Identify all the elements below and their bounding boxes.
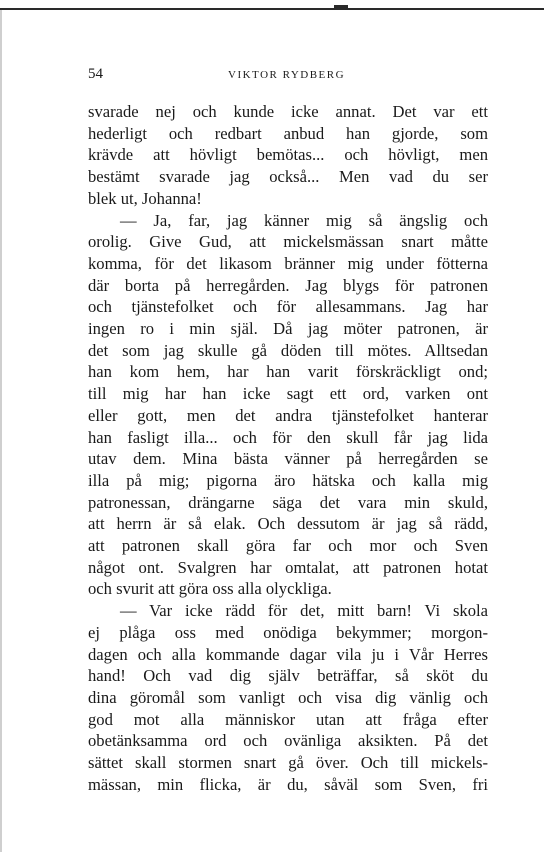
text-line: hederligt och redbart anbud han gjorde, som <box>88 123 488 143</box>
text-line: det som jag skulle gå döden till mötes. Alltsedan <box>88 340 488 360</box>
text-line: sättet skall stormen snart gå över. Och till mickels- <box>88 753 488 773</box>
text-line: dina göromål som vanligt och visa dig vänlig och <box>88 687 488 707</box>
text-line: till mig har han icke sagt ett ord, varken ont <box>88 384 488 404</box>
text-line: svarade nej och kunde icke annat. Det var ett <box>88 102 488 121</box>
text-line: krävde att hövligt bemötas... och hövligt, men <box>88 145 488 165</box>
text-line: dagen och alla kommande dagar vila ju i Vår Herres <box>88 644 488 664</box>
top-edge-mark <box>334 5 348 8</box>
text-line: och svurit att göra oss alla olyckliga. <box>88 579 332 599</box>
text-line: mässan, min flicka, är du, såväl som Sven, fri <box>88 774 488 794</box>
text-line: god mot alla människor utan att fråga efter <box>88 709 488 729</box>
text-line: han kom hem, har han varit förskräckligt ond; <box>88 362 488 382</box>
text-line: ingen ro i min själ. Då jag möter patronen, är <box>88 319 488 339</box>
text-line: något ont. Svalgren har omtalat, att patronen hotat <box>88 557 488 577</box>
text-line: där borta på herregården. Jag blygs för patronen <box>88 275 488 295</box>
running-head: VIKTOR RYDBERG <box>228 69 346 81</box>
text-line: illa på mig; pigorna äro hätska och kalla mig <box>88 470 488 490</box>
text-line: — Var icke rädd för det, mitt barn! Vi skola <box>120 601 488 621</box>
text-line: och tjänstefolket och för allesammans. Jag har <box>88 297 488 317</box>
page-left-edge <box>0 10 2 852</box>
body-text <box>88 101 488 796</box>
text-line: — Ja, far, jag känner mig så ängslig och <box>120 210 488 230</box>
text-line: att herrn är så elak. Och dessutom är jag så rädd, <box>88 514 488 534</box>
text-line: blek ut, Johanna! <box>88 188 202 208</box>
text-line: obetänksamma ord och ovänliga aksikten. På det <box>88 731 488 751</box>
page-number: 54 <box>88 66 103 82</box>
text-line: ej plåga oss med onödiga bekymmer; morgon- <box>88 622 488 642</box>
text-line: patronessan, drängarne säga det vara min skuld, <box>88 492 488 512</box>
page-header <box>88 66 488 86</box>
text-line: orolig. Give Gud, att mickelsmässan snart måtte <box>88 232 488 252</box>
text-line: att patronen skall göra far och mor och Sven <box>88 536 488 556</box>
text-line: hand! Och vad dig själv beträffar, så sköt du <box>88 666 488 686</box>
text-line: utav dem. Mina bästa vänner på herregården se <box>88 449 488 469</box>
text-line: han fasligt illa... och för den skull får jag lida <box>88 427 488 447</box>
text-line: bestämt svarade jag också... Men vad du ser <box>88 167 488 187</box>
top-edge-rule <box>0 8 544 10</box>
text-line: komma, för det likasom bränner mig under fötterna <box>88 253 488 273</box>
text-line: eller gott, men det andra tjänstefolket hanterar <box>88 405 488 425</box>
